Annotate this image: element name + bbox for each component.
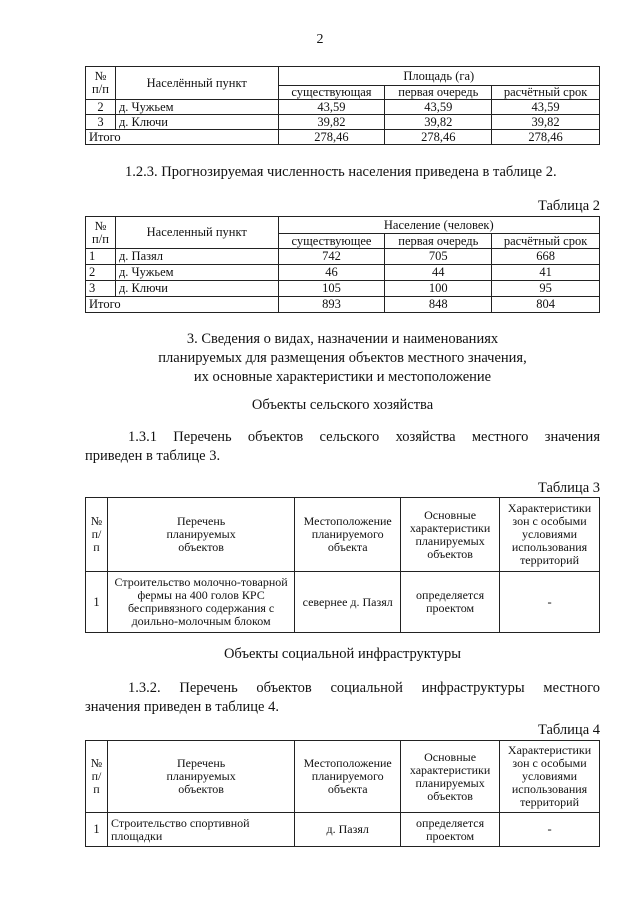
cell: 2 <box>86 265 116 281</box>
paragraph-1-3-1-line2: приведен в таблице 3. <box>85 448 221 464</box>
col-name-header: Населённый пункт <box>115 67 278 100</box>
col-list-header: Перечень планируемых объектов <box>107 741 294 813</box>
cell: д. Пазял <box>115 249 278 265</box>
col-list-header: Перечень планируемых объектов <box>107 498 294 572</box>
col-characteristics-header: Основные характеристики планируемых объектов <box>401 741 500 813</box>
section-3-heading: 3. Сведения о видах, назначении и наименованиях планируемых для размещения объектов местного значения, их основные характеристики и местоположение <box>158 331 527 385</box>
cell: 2 <box>86 100 116 115</box>
cell: 105 <box>278 281 385 297</box>
cell: д. Чужьем <box>115 100 278 115</box>
total-label: Итого <box>86 297 279 313</box>
social-heading: Объекты социальной инфраструктуры <box>223 646 462 662</box>
sub-header: первая очередь <box>385 234 492 249</box>
cell: 39,82 <box>492 115 600 130</box>
total-row <box>86 297 600 313</box>
cell: 668 <box>492 249 600 265</box>
sub-header: расчётный срок <box>492 234 600 249</box>
table4-label: Таблица 4 <box>537 722 600 738</box>
cell: 44 <box>385 265 492 281</box>
cell: д. Ключи <box>115 115 278 130</box>
cell: 705 <box>385 249 492 265</box>
cell: д. Чужьем <box>115 265 278 281</box>
cell: д. Ключи <box>115 281 278 297</box>
sub-header: существующая <box>278 86 385 100</box>
cell: 43,59 <box>278 100 385 115</box>
table-row <box>86 100 600 115</box>
col-name-header: Населенный пункт <box>115 217 278 249</box>
cell: определяется проектом <box>401 572 500 633</box>
table-row <box>86 813 600 847</box>
cell: Строительство спортивной площадки <box>107 813 294 847</box>
cell: 278,46 <box>385 130 492 145</box>
table-area <box>85 66 600 145</box>
agri-heading: Объекты сельского хозяйства <box>251 397 434 413</box>
cell: 278,46 <box>278 130 385 145</box>
col-location-header: Местоположение планируемого объекта <box>295 498 401 572</box>
col-num-header: № п/п <box>86 741 108 813</box>
col-location-header: Местоположение планируемого объекта <box>295 741 401 813</box>
cell: 1 <box>86 572 108 633</box>
table-row <box>86 249 600 265</box>
cell: 3 <box>86 281 116 297</box>
paragraph-1-3-2-line2: значения приведен в таблице 4. <box>85 699 279 715</box>
cell: определяется проектом <box>401 813 500 847</box>
cell: 848 <box>385 297 492 313</box>
table-row <box>86 115 600 130</box>
cell: д. Пазял <box>295 813 401 847</box>
table2-label: Таблица 2 <box>537 198 600 214</box>
cell: 742 <box>278 249 385 265</box>
page-number: 2 <box>316 32 324 47</box>
cell: 46 <box>278 265 385 281</box>
cell: 43,59 <box>492 100 600 115</box>
cell: 95 <box>492 281 600 297</box>
cell: 1 <box>86 249 116 265</box>
cell: - <box>500 813 600 847</box>
cell: 43,59 <box>385 100 492 115</box>
cell: 893 <box>278 297 385 313</box>
table-agri-objects <box>85 497 600 633</box>
col-characteristics-header: Основные характеристики планируемых объектов <box>401 498 500 572</box>
paragraph-1-3-2-line1: 1.3.2. Перечень объектов социальной инфраструктуры местного <box>128 680 600 696</box>
col-num-header: № п/п <box>86 67 116 100</box>
col-num-header: № п/п <box>86 217 116 249</box>
cell: 1 <box>86 813 108 847</box>
cell: - <box>500 572 600 633</box>
table-row <box>86 265 600 281</box>
table-row <box>86 281 600 297</box>
total-row <box>86 130 600 145</box>
paragraph-1-2-3: 1.2.3. Прогнозируемая численность населения приведена в таблице 2. <box>125 164 557 180</box>
cell: 100 <box>385 281 492 297</box>
sub-header: первая очередь <box>385 86 492 100</box>
paragraph-1-3-1-line1: 1.3.1 Перечень объектов сельского хозяйства местного значения <box>128 429 600 445</box>
table-population <box>85 216 600 313</box>
col-area-header: Площадь (га) <box>278 67 599 86</box>
table-social-objects <box>85 740 600 847</box>
total-label: Итого <box>86 130 279 145</box>
col-zones-header: Характеристики зон с особыми условиями использования территорий <box>500 498 600 572</box>
sub-header: расчётный срок <box>492 86 600 100</box>
cell: 278,46 <box>492 130 600 145</box>
cell: 39,82 <box>385 115 492 130</box>
table-row <box>86 572 600 633</box>
col-zones-header: Характеристики зон с особыми условиями использования территорий <box>500 741 600 813</box>
cell: 41 <box>492 265 600 281</box>
cell: 39,82 <box>278 115 385 130</box>
cell: севернее д. Пазял <box>295 572 401 633</box>
cell: 804 <box>492 297 600 313</box>
cell: Строительство молочно-товарной фермы на 400 голов КРС беспривязного содержания с доильно-молочным блоком <box>107 572 294 633</box>
col-pop-header: Население (человек) <box>278 217 599 234</box>
col-num-header: № п/п <box>86 498 108 572</box>
sub-header: существующее <box>278 234 385 249</box>
cell: 3 <box>86 115 116 130</box>
table3-label: Таблица 3 <box>537 480 600 496</box>
